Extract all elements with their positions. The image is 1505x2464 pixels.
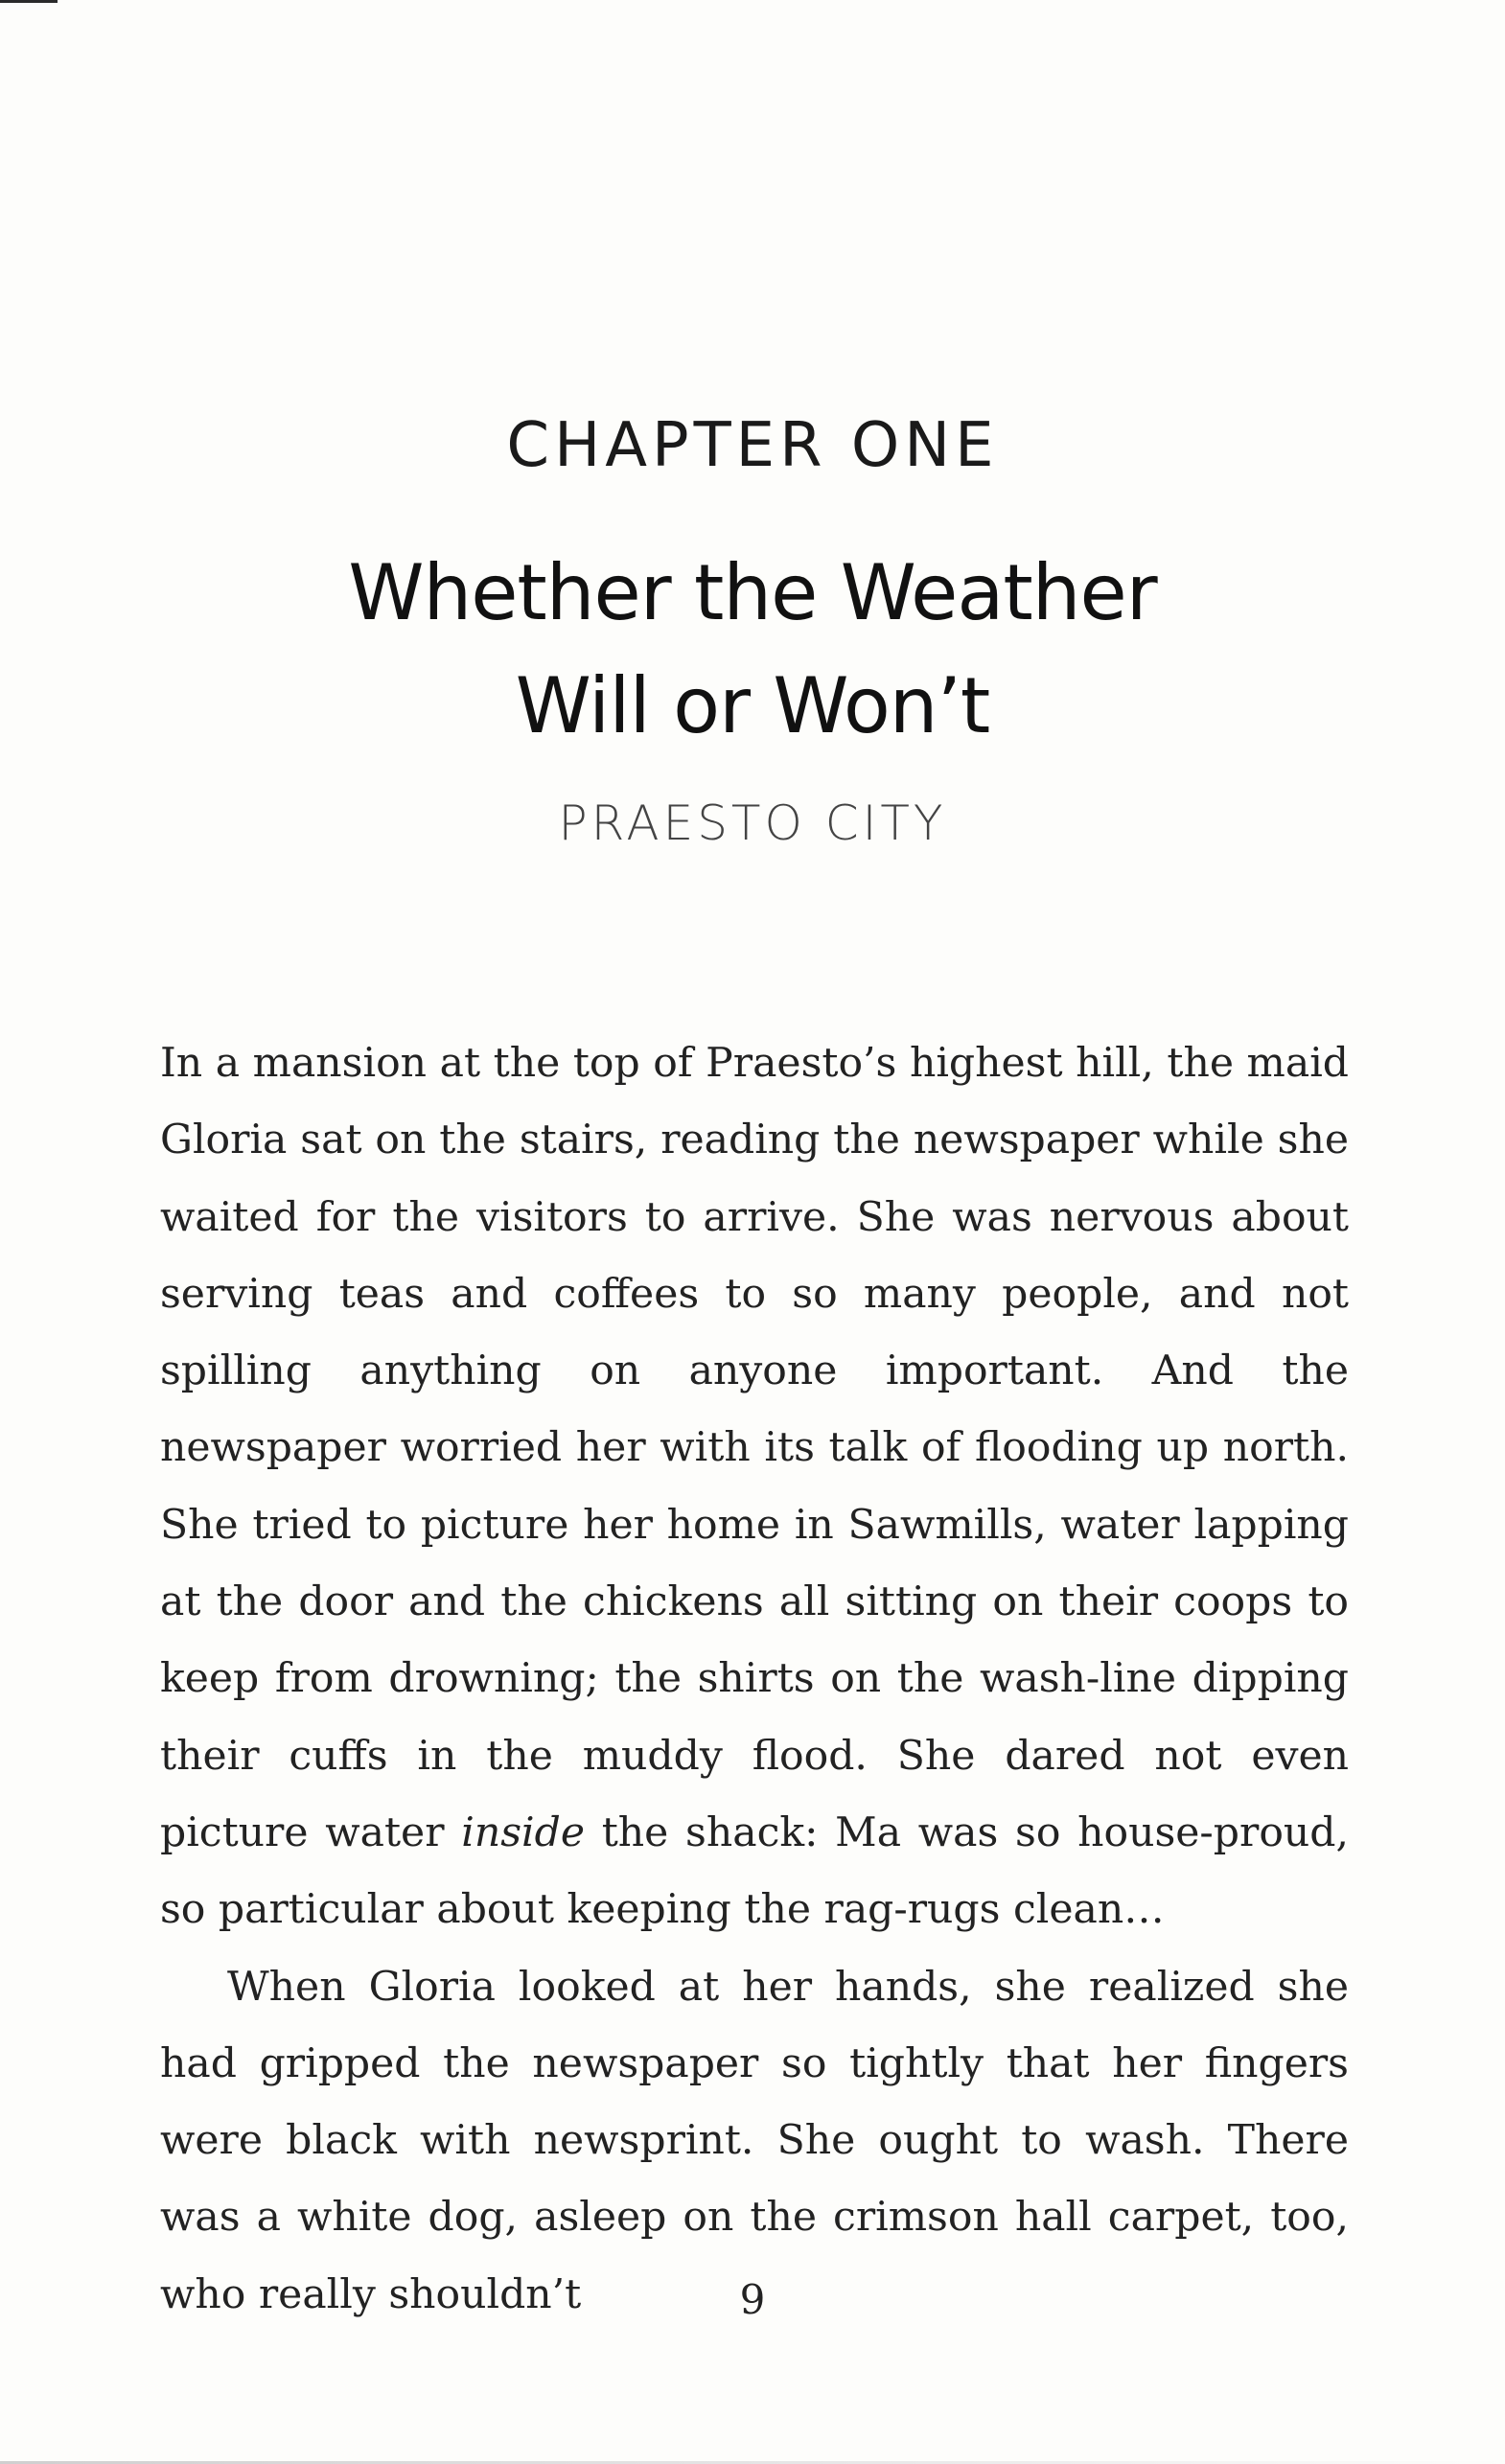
paragraph-2: When Gloria looked at her hands, she realized she had gripped the newspaper so tightly that her fingers were black with newsprint. She ought to wash. There was a white dog, asleep on the crimson hall carpet, too, who really shouldn’t: [160, 1963, 1349, 2318]
scan-edge-top: [0, 0, 58, 3]
chapter-title-line-1: Whether the Weather: [348, 548, 1157, 637]
body-text: [160, 1025, 1349, 2334]
page-number: 9: [739, 2276, 766, 2323]
paragraph-1-part-b: the shack: Ma was so house-proud, so particular about keeping the rag-rugs clean…: [160, 1808, 1349, 1934]
chapter-title-line-2: Will or Won’t: [515, 661, 990, 750]
paragraph-1-part-a: In a mansion at the top of Praesto’s highest hill, the maid Gloria sat on the stairs, reading the newspaper while she waited for the visitors to arrive. She was nervous about serving teas and coffees to so many people, and not spilling anything on anyone important. And the newspaper worried her with its talk of flooding up north. She tried to picture her home in Sawmills, water lapping at the door and the chickens all sitting on their coops to keep from drowning; the shirts on the wash-line dipping their cuffs in the muddy flood. She dared not even picture water: [160, 1040, 1349, 1856]
chapter-label: CHAPTER ONE: [506, 410, 999, 481]
paragraph-1-emphasis: inside: [461, 1808, 585, 1856]
location-heading: PRAESTO CITY: [558, 795, 947, 851]
paragraph-1: [160, 1025, 1349, 1949]
chapter-title: [0, 537, 1505, 763]
